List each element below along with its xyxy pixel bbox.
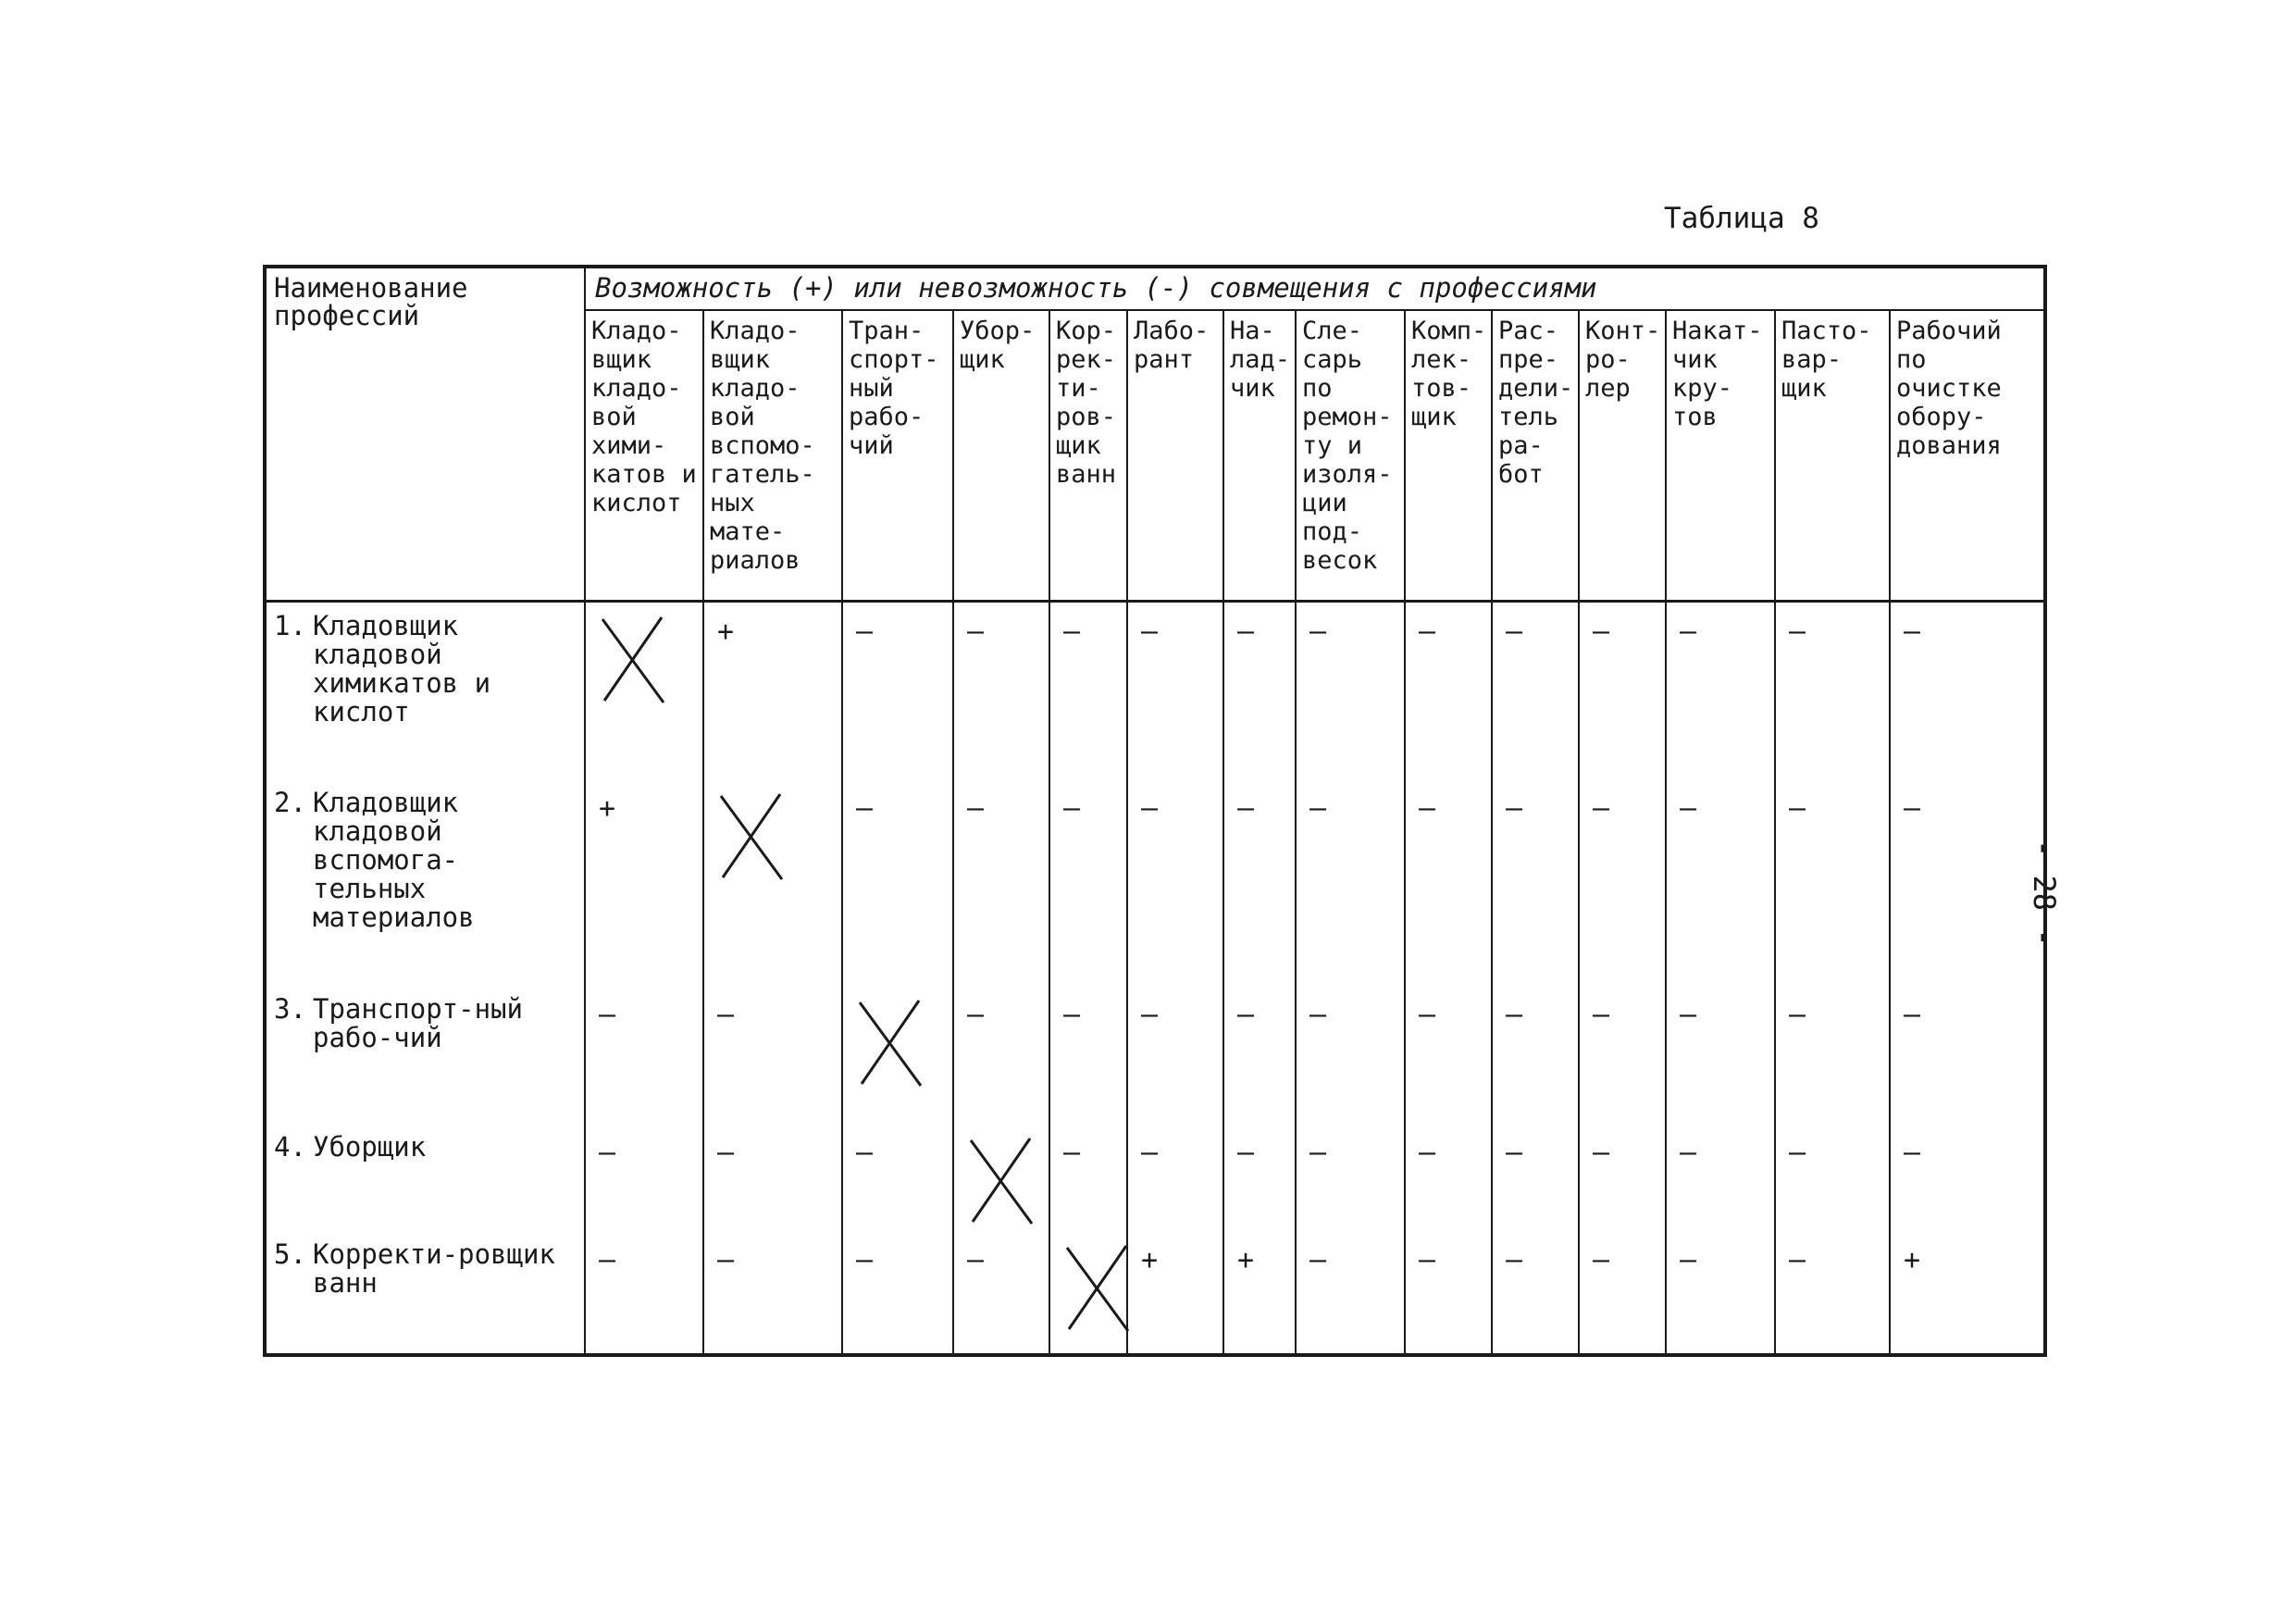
column-header: Пасто-вар-щик	[1775, 310, 1890, 602]
page-number: - 28 -	[2027, 840, 2062, 947]
minus-mark: –	[1492, 602, 1579, 779]
minus-mark: –	[1579, 986, 1666, 1124]
cross-mark	[953, 1124, 1049, 1231]
minus-mark: –	[842, 1124, 953, 1231]
minus-mark: –	[585, 1231, 703, 1355]
row-name-text: Корректи-ровщик ванн	[313, 1238, 555, 1299]
row-number: 1.	[274, 610, 306, 641]
minus-mark: –	[703, 1231, 842, 1355]
minus-mark: –	[703, 986, 842, 1124]
row-profession-name	[265, 779, 585, 986]
row-profession-name	[265, 986, 585, 1124]
minus-mark: –	[1296, 1231, 1405, 1355]
minus-mark: –	[842, 602, 953, 779]
column-header: Накат-чик кру-тов	[1666, 310, 1775, 602]
minus-mark: –	[585, 986, 703, 1124]
plus-mark: +	[1890, 1231, 2045, 1355]
minus-mark: –	[1296, 602, 1405, 779]
minus-mark: –	[1775, 602, 1890, 779]
row-name-text: Уборщик	[313, 1130, 427, 1163]
minus-mark: –	[1579, 779, 1666, 986]
cross-icon	[1063, 1244, 1134, 1335]
row-profession-name	[265, 1124, 585, 1231]
cross-icon	[856, 999, 926, 1089]
row-number: 4.	[274, 1130, 306, 1163]
minus-mark: –	[1127, 779, 1223, 986]
row-name-text: Кладовщик кладовой вспомога-тельных материалов	[313, 786, 475, 933]
column-header: Лабо-рант	[1127, 310, 1223, 602]
compatibility-table	[263, 265, 2047, 1357]
minus-mark: –	[1296, 1124, 1405, 1231]
table-row	[265, 1231, 2045, 1355]
minus-mark: –	[953, 602, 1049, 779]
name-column-header: Наименование профессий	[265, 267, 585, 602]
column-header: Рабочий по очистке обору-дования	[1890, 310, 2045, 602]
column-header: Тран-спорт-ный рабо-чий	[842, 310, 953, 602]
minus-mark: –	[703, 1124, 842, 1231]
minus-mark: –	[1666, 986, 1775, 1124]
minus-mark: –	[842, 1231, 953, 1355]
group-header: Возможность (+) или невозможность (-) совмещения с профессиями	[585, 267, 2045, 310]
column-header: На-лад-чик	[1223, 310, 1296, 602]
column-header: Убор-щик	[953, 310, 1049, 602]
table-caption: Таблица 8	[1664, 202, 1819, 235]
minus-mark: –	[1890, 986, 2045, 1124]
column-header: Кладо-вщик кладо-вой вспомо-гатель-ных мате-риалов	[703, 310, 842, 602]
plus-mark: +	[703, 602, 842, 779]
minus-mark: –	[1666, 1231, 1775, 1355]
row-profession-name	[265, 1231, 585, 1355]
minus-mark: –	[1579, 602, 1666, 779]
minus-mark: –	[1775, 1124, 1890, 1231]
minus-mark: –	[1666, 602, 1775, 779]
minus-mark: –	[1492, 986, 1579, 1124]
column-header: Сле-сарь по ремон-ту и изоля-ции под-весок	[1296, 310, 1405, 602]
cross-icon	[717, 792, 788, 883]
table-body	[265, 602, 2045, 1356]
minus-mark: –	[1492, 1231, 1579, 1355]
row-number: 5.	[274, 1238, 306, 1270]
cross-mark	[585, 602, 703, 779]
minus-mark: –	[1890, 1124, 2045, 1231]
row-name-text: Транспорт-ный рабо-чий	[313, 993, 523, 1053]
minus-mark: –	[1890, 779, 2045, 986]
minus-mark: –	[953, 986, 1049, 1124]
cross-mark	[842, 986, 953, 1124]
column-header: Комп-лек-тов-щик	[1405, 310, 1492, 602]
row-name-text: Кладовщик кладовой химикатов и кислот	[313, 610, 491, 728]
minus-mark: –	[1127, 602, 1223, 779]
column-header: Рас-пре-дели-тель ра-бот	[1492, 310, 1579, 602]
minus-mark: –	[1223, 1124, 1296, 1231]
minus-mark: –	[1775, 779, 1890, 986]
minus-mark: –	[1492, 1124, 1579, 1231]
minus-mark: –	[1049, 602, 1127, 779]
cross-icon	[967, 1137, 1037, 1227]
minus-mark: –	[1049, 779, 1127, 986]
cross-mark	[1049, 1231, 1127, 1355]
minus-mark: –	[1890, 602, 2045, 779]
minus-mark: –	[1666, 1124, 1775, 1231]
minus-mark: –	[1405, 986, 1492, 1124]
minus-mark: –	[1775, 986, 1890, 1124]
minus-mark: –	[1666, 779, 1775, 986]
minus-mark: –	[1579, 1124, 1666, 1231]
plus-mark: +	[585, 779, 703, 986]
table-row	[265, 986, 2045, 1124]
minus-mark: –	[1223, 986, 1296, 1124]
row-number: 2.	[274, 786, 306, 818]
column-header: Конт-ро-лер	[1579, 310, 1666, 602]
row-number: 3.	[274, 993, 306, 1025]
cross-mark	[703, 779, 842, 986]
minus-mark: –	[1296, 986, 1405, 1124]
row-profession-name	[265, 602, 585, 779]
minus-mark: –	[953, 779, 1049, 986]
plus-mark: +	[1127, 1231, 1223, 1355]
plus-mark: +	[1223, 1231, 1296, 1355]
minus-mark: –	[1223, 779, 1296, 986]
minus-mark: –	[1405, 1124, 1492, 1231]
minus-mark: –	[953, 1231, 1049, 1355]
minus-mark: –	[585, 1124, 703, 1231]
table-row	[265, 602, 2045, 779]
minus-mark: –	[1775, 1231, 1890, 1355]
minus-mark: –	[1049, 1124, 1127, 1231]
minus-mark: –	[1049, 986, 1127, 1124]
column-header: Кладо-вщик кладо-вой хими-катов и кислот	[585, 310, 703, 602]
table-row	[265, 779, 2045, 986]
minus-mark: –	[1223, 602, 1296, 779]
cross-icon	[599, 616, 669, 706]
minus-mark: –	[1579, 1231, 1666, 1355]
minus-mark: –	[1492, 779, 1579, 986]
minus-mark: –	[842, 779, 953, 986]
minus-mark: –	[1405, 602, 1492, 779]
minus-mark: –	[1405, 1231, 1492, 1355]
minus-mark: –	[1127, 986, 1223, 1124]
minus-mark: –	[1296, 779, 1405, 986]
column-header: Кор-рек-ти-ров-щик ванн	[1049, 310, 1127, 602]
minus-mark: –	[1405, 779, 1492, 986]
minus-mark: –	[1127, 1124, 1223, 1231]
table-row	[265, 1124, 2045, 1231]
